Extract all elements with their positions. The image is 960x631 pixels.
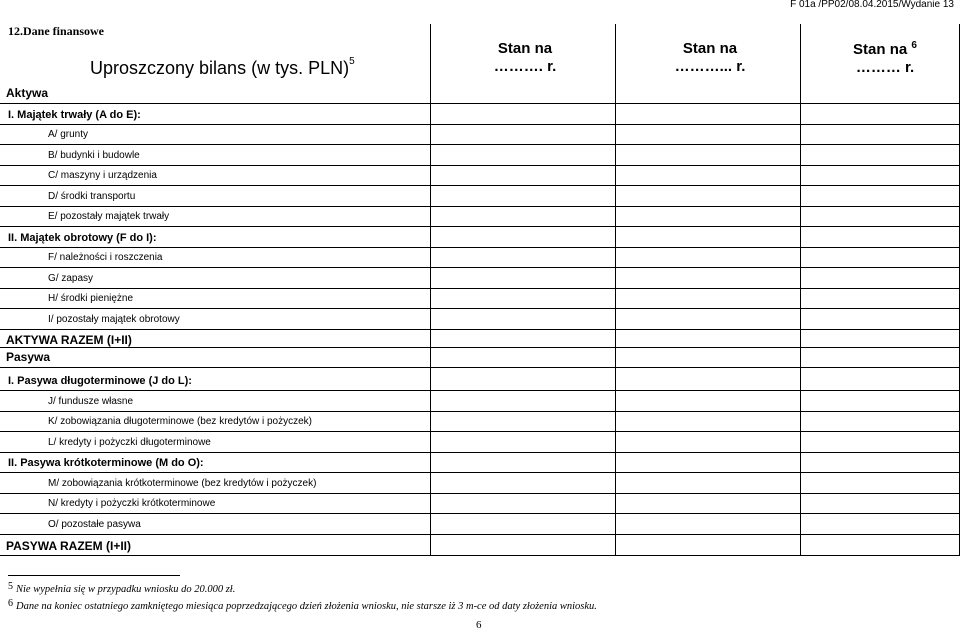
grid-line [0,555,960,556]
grid-line [0,103,960,104]
row-divider [0,329,960,330]
footnote-5-number: 5 [8,581,13,592]
row-label: D/ środki transportu [48,191,136,202]
document-reference: F 01a /PP02/08.04.2015/Wydanie 13 [790,0,954,10]
bilans-title-text: Uproszczony bilans (w tys. PLN) [90,58,350,78]
row-divider [0,267,960,268]
row-label: F/ należności i roszczenia [48,252,163,263]
grid-line [0,367,960,368]
row-label: N/ kredyty i pożyczki krótkoterminowe [48,498,216,509]
grid-line [800,24,801,555]
footnote-6-text: Dane na koniec ostatniego zamkniętego miesiąca poprzedzającego dzień złożenia wniosku, nie starsze iż 3 m-ce od daty złożenia wniosku. [16,601,597,612]
grid-line [0,347,960,348]
column-header-1-line1: Stan na [497,40,553,57]
section-title: 12.Dane finansowe [8,24,105,38]
row-label: I. Majątek trwały (A do E): [8,109,141,121]
row-label: C/ maszyny i urządzenia [48,170,157,181]
column-header-3-line2: ……… r. [855,59,915,76]
grid-line [615,24,616,555]
row-label: PASYWA RAZEM (I+II) [6,539,132,553]
row-divider [0,452,960,453]
column-header-3-line1 [830,40,940,59]
row-divider [0,431,960,432]
row-divider [0,308,960,309]
row-label: J/ fundusze własne [48,396,134,407]
row-label: K/ zobowiązania długoterminowe (bez kredytów i pożyczek) [48,416,313,427]
column-header-2-line1: Stan na [682,40,738,57]
row-label: Pasywa [6,350,51,364]
grid-line [430,24,431,555]
row-label: L/ kredyty i pożyczki długoterminowe [48,437,211,448]
footnote-6-number: 6 [8,598,13,609]
row-divider [0,124,960,125]
row-label: II. Pasywa krótkoterminowe (M do O): [8,457,204,469]
column-header-3-footnote-ref: 6 [911,40,917,51]
column-header-1-line2: ………. r. [493,58,557,75]
row-label: E/ pozostały majątek trwały [48,211,170,222]
bilans-footnote-ref: 5 [349,56,355,67]
column-header-2 [655,40,765,76]
row-label: I. Pasywa długoterminowe (J do L): [8,375,192,387]
row-divider [0,534,960,535]
column-header-3 [830,40,940,77]
footnote-5 [8,581,236,595]
footnote-6 [8,598,597,612]
bilans-title [90,58,355,79]
row-label: G/ zapasy [48,273,94,284]
page-number: 6 [476,619,482,631]
row-divider [0,390,960,391]
column-header-1 [470,40,580,76]
row-divider [0,513,960,514]
row-divider [0,165,960,166]
row-label: M/ zobowiązania krótkoterminowe (bez kredytów i pożyczek) [48,478,317,489]
row-divider [0,226,960,227]
row-label: A/ grunty [48,129,89,140]
row-label: O/ pozostałe pasywa [48,519,141,530]
row-label: I/ pozostały majątek obrotowy [48,314,180,325]
row-divider [0,288,960,289]
column-header-3-text: Stan na [853,41,908,58]
row-divider [0,206,960,207]
row-label: II. Majątek obrotowy (F do I): [8,232,157,244]
row-divider [0,493,960,494]
row-divider [0,144,960,145]
row-divider [0,472,960,473]
footnote-separator [8,575,180,576]
row-label: AKTYWA RAZEM (I+II) [6,333,132,347]
footnote-5-text: Nie wypełnia się w przypadku wniosku do 20.000 zł. [16,584,236,595]
row-divider [0,411,960,412]
row-label: B/ budynki i budowle [48,150,140,161]
column-header-2-line2: ………... r. [674,58,746,75]
row-label: H/ środki pieniężne [48,293,134,304]
row-divider [0,185,960,186]
aktywa-header: Aktywa [6,86,49,100]
row-divider [0,247,960,248]
